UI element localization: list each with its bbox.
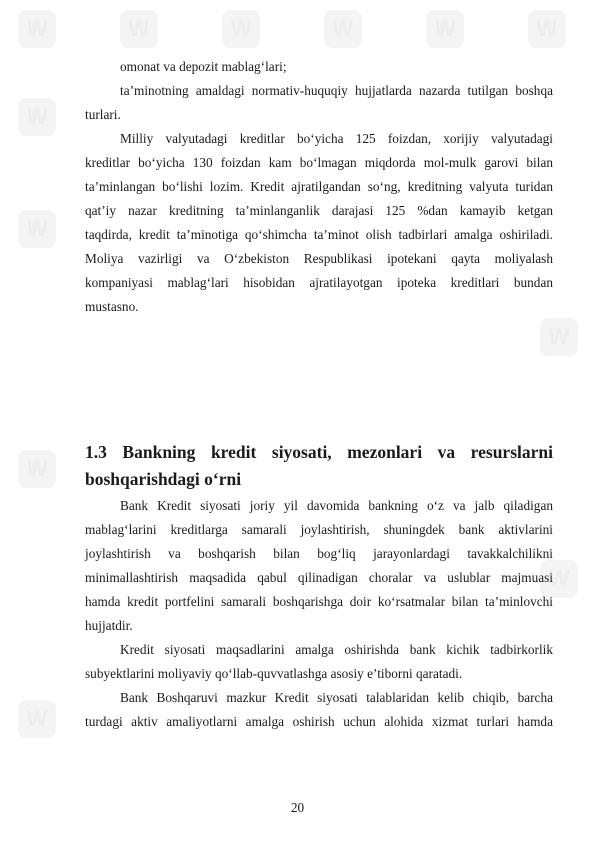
text-line: Milliy valyutadagi kreditlar bo‘yicha 125 foizdan, xorijiy valyutadagi (120, 131, 553, 146)
section-heading: boshqarishdagi o‘rni (85, 469, 242, 489)
text-line: ta’minotning amaldagi normativ-huquqiy hujjatlarda nazarda tutilgan boshqa (120, 83, 553, 98)
text-line: omonat va depozit mablag‘lari; (120, 59, 287, 74)
section-heading: 1.3 Bankning kredit siyosati, mezonlari va resurslarni (85, 442, 553, 462)
watermark-logo (18, 10, 56, 48)
text-line: hujjatdir. (85, 618, 133, 633)
text-line: kompaniyasi mablag‘lari hisobidan ajratilayotgan ipoteka kreditlari bundan (85, 275, 553, 290)
text-line: mablag‘larini kreditlarga samarali joylashtirish, shuningdek bank aktivlarini (85, 522, 553, 537)
watermark-logo (18, 210, 56, 248)
text-line: hamda kredit portfelini samarali boshqarishga doir ko‘rsatmalar bilan ta’minlovchi (85, 594, 553, 609)
watermark-logo (18, 450, 56, 488)
page-number: 20 (290, 800, 305, 815)
watermark-logo (18, 98, 56, 136)
watermark-logo (324, 10, 362, 48)
watermark-logo (426, 10, 464, 48)
text-line: subyektlarini moliyaviy qo‘llab-quvvatlashga asosiy e’tiborni qaratadi. (85, 666, 463, 681)
watermark-logo (18, 700, 56, 738)
watermark-logo (528, 10, 566, 48)
watermark-logo (540, 318, 578, 356)
text-line: taqdirda, kredit ta’minotiga qo‘shimcha ta’minot olish tadbirlari amalga oshiriladi. (85, 227, 553, 242)
watermark-logo (222, 10, 260, 48)
text-line: Kredit siyosati maqsadlarini amalga oshirishda bank kichik tadbirkorlik (120, 642, 553, 657)
text-line: Moliya vazirligi va O‘zbekiston Respublikasi ipotekani qayta moliyalash (85, 251, 553, 266)
text-line: mustasno. (85, 299, 139, 314)
text-line: kreditlar bo‘yicha 130 foizdan kam bo‘lmagan miqdorda mol-mulk garovi bilan (85, 155, 553, 170)
text-line: turlari. (85, 107, 121, 122)
text-line: Bank Kredit siyosati joriy yil davomida bankning o‘z va jalb qiladigan (120, 498, 553, 513)
text-line: turdagi aktiv amaliyotlarni amalga oshirish uchun alohida xizmat turlari hamda (85, 714, 553, 729)
text-line: joylashtirish va boshqarish bilan bog‘liq jarayonlardagi tavakkalchilikni (85, 546, 553, 561)
text-line: ta’minlangan bo‘lishi lozim. Kredit ajratilgandan so‘ng, kreditning valyuta turidan (85, 179, 553, 194)
text-line: qat’iy nazar kreditning ta’minlanganlik darajasi 125 %dan kamayib ketgan (85, 203, 553, 218)
watermark-logo (120, 10, 158, 48)
text-line: minimallashtirish maqsadida qabul qilinadigan choralar va uslublar majmuasi (85, 570, 553, 585)
text-line: Bank Boshqaruvi mazkur Kredit siyosati talablaridan kelib chiqib, barcha (120, 690, 553, 705)
